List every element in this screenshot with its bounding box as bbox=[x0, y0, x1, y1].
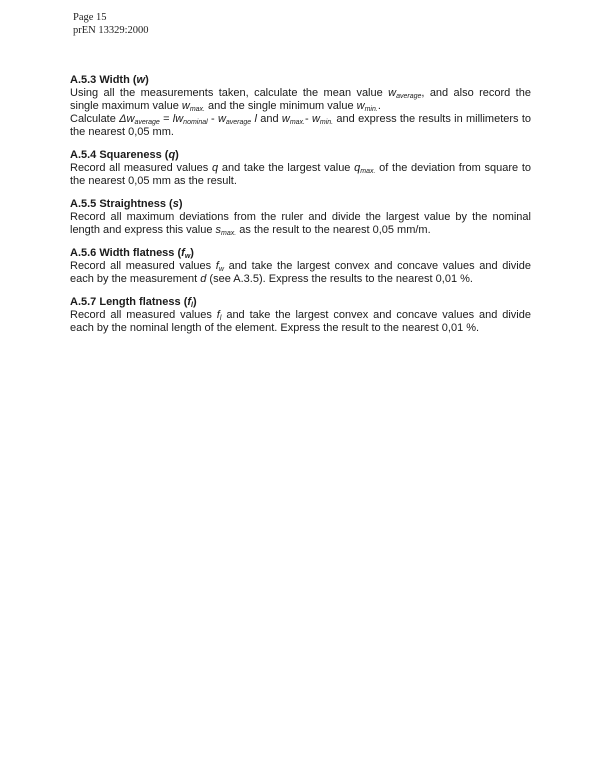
document-id: prEN 13329:2000 bbox=[73, 25, 149, 36]
section-paragraph: Calculate $\Delta w_{average} = lw_{nominal} - w_{average}$ l and $w_{max.}-$ $w_{min.}$ and express the results in millimeters to the nearest 0,05 mm. bbox=[70, 113, 531, 138]
section-heading: A.5.5 Straightness (s) bbox=[70, 198, 183, 210]
section-paragraph: Record all measured values $f_w$ and take the largest convex and concave values and divide each by the measurement d (see A.3.5). Express the results to the nearest 0,01 %. bbox=[70, 260, 531, 285]
section-paragraph: Record all measured values q and take the largest value $q_{max.}$ of the deviation from square to the nearest 0,05 mm as the result. bbox=[70, 162, 531, 187]
section-width bbox=[70, 74, 531, 139]
section-paragraph: Record all maximum deviations from the ruler and divide the largest value by the nominal length and express this value $s_{max.}$ as the result to the nearest 0,05 mm/m. bbox=[70, 211, 531, 237]
section-paragraph: Record all measured values $f_l$ and take the largest convex and concave values and divide each by the nominal length of the element. Express the result to the nearest 0,01 %. bbox=[70, 309, 531, 334]
page-number: Page 15 bbox=[73, 12, 107, 23]
section-heading: A.5.6 Width flatness $(f_w)$ bbox=[70, 247, 194, 260]
section-length-flatness bbox=[70, 296, 531, 335]
section-squareness bbox=[70, 149, 531, 188]
section-heading: A.5.3 Width (w) bbox=[70, 74, 149, 86]
section-heading: A.5.7 Length flatness $(f_l)$ bbox=[70, 296, 197, 309]
page-header bbox=[73, 11, 149, 37]
section-paragraph: Using all the measurements taken, calculate the mean value $w_{average}$, and also record the single maximum value $w_{max.}$ and the single minimum value $w_{min.}$. bbox=[70, 87, 531, 113]
section-heading: A.5.4 Squareness (q) bbox=[70, 149, 179, 161]
document-body bbox=[70, 74, 531, 345]
section-straightness bbox=[70, 198, 531, 237]
section-width-flatness bbox=[70, 247, 531, 286]
